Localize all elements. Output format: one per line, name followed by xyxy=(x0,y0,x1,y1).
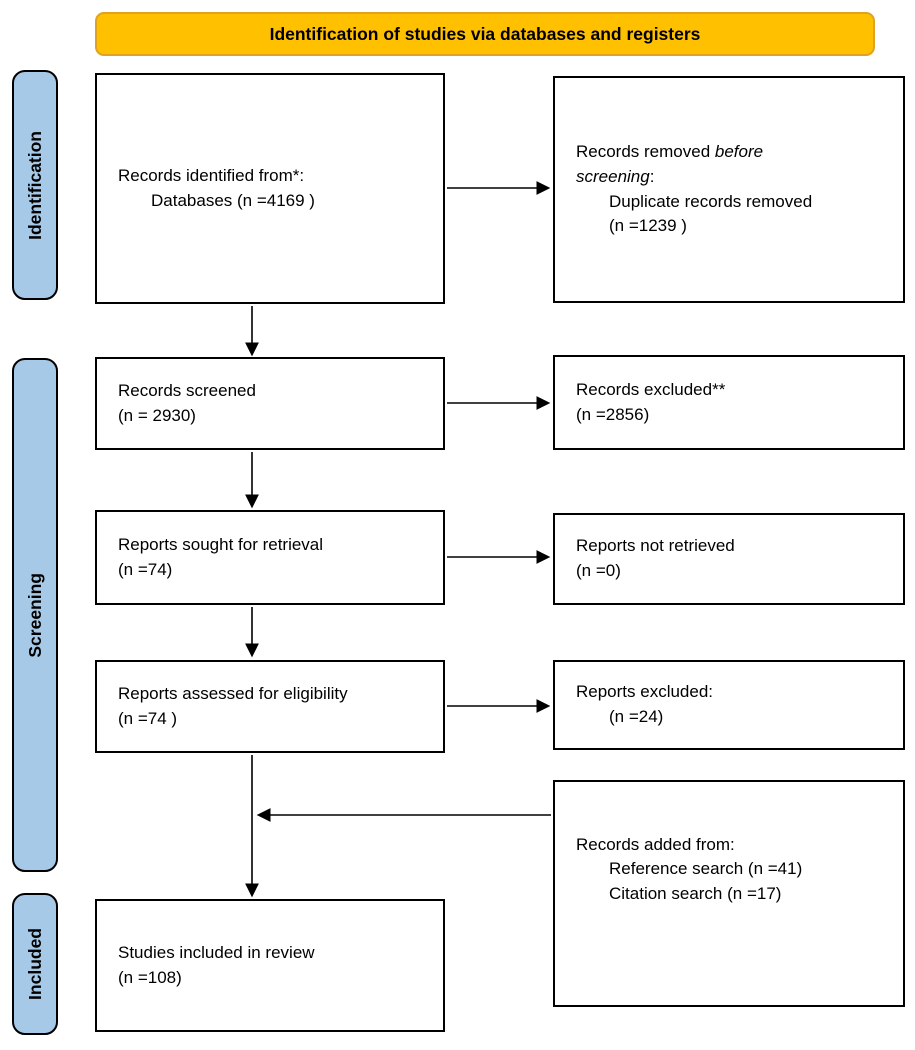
box-records-screened xyxy=(95,357,445,450)
box-text-segment-italic: screening xyxy=(576,166,650,186)
box-text-line: Reports assessed for eligibility xyxy=(118,683,348,703)
box-text-line: Reports sought for retrieval xyxy=(118,534,324,554)
box-text-line: Records excluded** xyxy=(576,379,726,399)
box-records-identified xyxy=(95,73,445,304)
box-records-removed xyxy=(553,76,905,303)
box-text-line: Duplicate records removed xyxy=(609,191,813,211)
banner xyxy=(95,12,875,56)
stage-identification xyxy=(12,70,58,300)
box-text-line: (n = 2930) xyxy=(118,405,196,425)
box-text-segment-italic: before xyxy=(714,142,764,162)
box-text-line: (n =74) xyxy=(118,559,173,579)
banner-title: Identification of studies via databases and registers xyxy=(269,23,701,44)
stage-included xyxy=(12,893,58,1035)
stage-screening-label: Screening xyxy=(24,572,45,658)
stage-included-label: Included xyxy=(24,928,45,1000)
box-text-line xyxy=(576,140,891,165)
box-records-added xyxy=(553,780,905,1007)
box-reports-sought xyxy=(95,510,445,605)
box-text-line: Records identified from*: xyxy=(118,165,305,185)
box-text-line: (n =24) xyxy=(609,707,664,726)
box-text-line: Studies included in review xyxy=(118,942,315,962)
box-text-line: (n =108) xyxy=(118,967,182,987)
box-text-line: Records screened xyxy=(118,380,256,400)
box-text-line: Records added from: xyxy=(576,834,735,854)
box-studies-included xyxy=(95,899,445,1032)
box-text-line: (n =2856) xyxy=(576,404,650,424)
box-text-line: Reports not retrieved xyxy=(576,536,735,556)
box-text-line: (n =1239 ) xyxy=(609,216,687,236)
box-text-segment: Records removed xyxy=(576,142,715,162)
box-text-line: Reports excluded: xyxy=(576,682,714,702)
box-text-segment: : xyxy=(649,166,655,186)
stage-identification-label: Identification xyxy=(24,130,45,240)
box-text-line xyxy=(576,165,891,190)
box-reports-excluded xyxy=(553,660,905,750)
box-text-line: Reference search (n =41) xyxy=(609,859,803,879)
box-text-line: Databases (n =4169 ) xyxy=(151,190,315,210)
box-records-excluded xyxy=(553,355,905,450)
stage-screening xyxy=(12,358,58,872)
box-text-line: (n =74 ) xyxy=(118,708,178,728)
box-reports-not-retrieved xyxy=(553,513,905,605)
box-text-line: (n =0) xyxy=(576,561,621,580)
box-text-line: Citation search (n =17) xyxy=(609,883,782,903)
box-reports-assessed xyxy=(95,660,445,753)
